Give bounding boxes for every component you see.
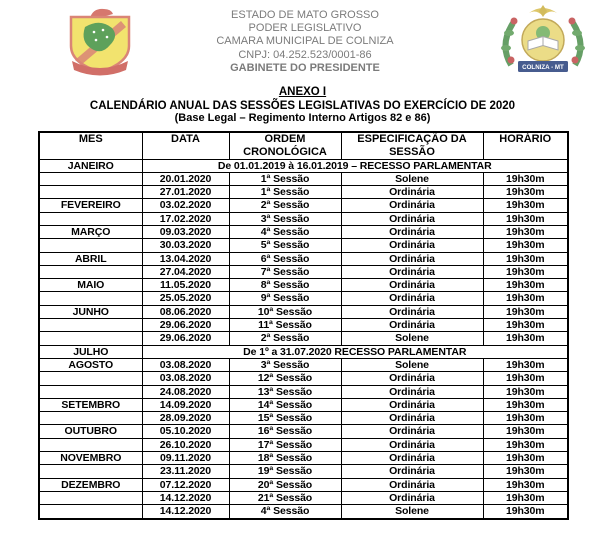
time-cell: 19h30m bbox=[483, 172, 568, 185]
time-cell: 19h30m bbox=[483, 199, 568, 212]
time-cell: 19h30m bbox=[483, 279, 568, 292]
table-row bbox=[39, 372, 568, 385]
date-cell: 03.08.2020 bbox=[142, 372, 229, 385]
month-cell: MARÇO bbox=[39, 225, 142, 238]
order-cell: 20ª Sessão bbox=[229, 478, 341, 491]
org-line-state: ESTADO DE MATO GROSSO bbox=[231, 9, 379, 21]
month-cell bbox=[39, 412, 142, 425]
time-cell: 19h30m bbox=[483, 478, 568, 491]
col-header-mes: MES bbox=[39, 132, 142, 160]
table-row bbox=[39, 358, 568, 371]
month-cell bbox=[39, 265, 142, 278]
time-cell: 19h30m bbox=[483, 398, 568, 411]
time-cell: 19h30m bbox=[483, 252, 568, 265]
letterhead bbox=[0, 0, 605, 84]
table-row bbox=[39, 491, 568, 504]
order-cell: 15ª Sessão bbox=[229, 412, 341, 425]
org-line-office: GABINETE DO PRESIDENTE bbox=[230, 62, 380, 75]
session-type-cell: Ordinária bbox=[341, 398, 483, 411]
session-type-cell: Ordinária bbox=[341, 385, 483, 398]
time-cell: 19h30m bbox=[483, 319, 568, 332]
time-cell: 19h30m bbox=[483, 239, 568, 252]
month-cell: FEVEREIRO bbox=[39, 199, 142, 212]
time-cell: 19h30m bbox=[483, 186, 568, 199]
month-cell bbox=[39, 438, 142, 451]
time-cell: 19h30m bbox=[483, 305, 568, 318]
date-cell: 27.01.2020 bbox=[142, 186, 229, 199]
page-subtitle: (Base Legal – Regimento Interno Artigos 82 e 86) bbox=[174, 112, 431, 124]
recess-cell: De 01.01.2019 à 16.01.2019 – RECESSO PARLAMENTAR bbox=[142, 159, 568, 172]
month-cell bbox=[39, 186, 142, 199]
session-type-cell: Ordinária bbox=[341, 465, 483, 478]
org-line-branch: PODER LEGISLATIVO bbox=[248, 22, 362, 35]
date-cell: 14.12.2020 bbox=[142, 505, 229, 519]
table-row bbox=[39, 199, 568, 212]
table-row bbox=[39, 225, 568, 238]
time-cell: 19h30m bbox=[483, 225, 568, 238]
table-row-recess bbox=[39, 345, 568, 358]
order-cell: 4ª Sessão bbox=[229, 225, 341, 238]
session-type-cell: Solene bbox=[341, 332, 483, 345]
session-type-cell: Ordinária bbox=[341, 372, 483, 385]
time-cell: 19h30m bbox=[483, 465, 568, 478]
session-type-cell: Ordinária bbox=[341, 478, 483, 491]
table-row bbox=[39, 265, 568, 278]
date-cell: 09.11.2020 bbox=[142, 452, 229, 465]
session-type-cell: Ordinária bbox=[341, 292, 483, 305]
date-cell: 29.06.2020 bbox=[142, 332, 229, 345]
table-row bbox=[39, 412, 568, 425]
table-row bbox=[39, 292, 568, 305]
time-cell: 19h30m bbox=[483, 292, 568, 305]
date-cell: 08.06.2020 bbox=[142, 305, 229, 318]
month-cell: JULHO bbox=[39, 345, 142, 358]
table-row bbox=[39, 465, 568, 478]
table-row bbox=[39, 478, 568, 491]
date-cell: 11.05.2020 bbox=[142, 279, 229, 292]
month-cell bbox=[39, 505, 142, 519]
order-cell: 17ª Sessão bbox=[229, 438, 341, 451]
order-cell: 1ª Sessão bbox=[229, 186, 341, 199]
org-line-chamber: CAMARA MUNICIPAL DE COLNIZA bbox=[216, 35, 394, 48]
month-cell bbox=[39, 212, 142, 225]
order-cell: 2ª Sessão bbox=[229, 199, 341, 212]
time-cell: 19h30m bbox=[483, 491, 568, 504]
date-cell: 17.02.2020 bbox=[142, 212, 229, 225]
calendar-table bbox=[38, 131, 569, 520]
date-cell: 24.08.2020 bbox=[142, 385, 229, 398]
date-cell: 09.03.2020 bbox=[142, 225, 229, 238]
session-type-cell: Ordinária bbox=[341, 438, 483, 451]
mato-grosso-coat-of-arms-icon bbox=[60, 5, 140, 79]
session-type-cell: Ordinária bbox=[341, 279, 483, 292]
session-type-cell: Ordinária bbox=[341, 212, 483, 225]
session-type-cell: Ordinária bbox=[341, 199, 483, 212]
date-cell: 03.08.2020 bbox=[142, 358, 229, 371]
col-header-especificacao: ESPECIFICAÇÃO DA SESSÃO bbox=[341, 132, 483, 160]
month-cell: DEZEMBRO bbox=[39, 478, 142, 491]
month-cell bbox=[39, 332, 142, 345]
month-cell bbox=[39, 319, 142, 332]
table-row-recess bbox=[39, 159, 568, 172]
time-cell: 19h30m bbox=[483, 452, 568, 465]
order-cell: 7ª Sessão bbox=[229, 265, 341, 278]
session-type-cell: Ordinária bbox=[341, 491, 483, 504]
date-cell: 14.12.2020 bbox=[142, 491, 229, 504]
session-type-cell: Solene bbox=[341, 505, 483, 519]
month-cell bbox=[39, 385, 142, 398]
order-cell: 21ª Sessão bbox=[229, 491, 341, 504]
month-cell bbox=[39, 172, 142, 185]
table-row bbox=[39, 398, 568, 411]
table-row bbox=[39, 212, 568, 225]
annex-title: ANEXO I bbox=[278, 86, 327, 98]
table-row bbox=[39, 319, 568, 332]
table-row bbox=[39, 252, 568, 265]
time-cell: 19h30m bbox=[483, 425, 568, 438]
month-cell bbox=[39, 465, 142, 478]
month-cell: JANEIRO bbox=[39, 159, 142, 172]
month-cell: NOVEMBRO bbox=[39, 452, 142, 465]
col-header-data: DATA bbox=[142, 132, 229, 160]
page-title: CALENDÁRIO ANUAL DAS SESSÕES LEGISLATIVAS DO EXERCÍCIO DE 2020 bbox=[89, 99, 516, 112]
table-row bbox=[39, 425, 568, 438]
session-type-cell: Ordinária bbox=[341, 265, 483, 278]
date-cell: 28.09.2020 bbox=[142, 412, 229, 425]
session-type-cell: Ordinária bbox=[341, 412, 483, 425]
order-cell: 10ª Sessão bbox=[229, 305, 341, 318]
order-cell: 6ª Sessão bbox=[229, 252, 341, 265]
order-cell: 12ª Sessão bbox=[229, 372, 341, 385]
org-header-text bbox=[140, 9, 470, 76]
session-type-cell: Ordinária bbox=[341, 305, 483, 318]
month-cell: MAIO bbox=[39, 279, 142, 292]
time-cell: 19h30m bbox=[483, 385, 568, 398]
date-cell: 25.05.2020 bbox=[142, 292, 229, 305]
table-header-row bbox=[39, 132, 568, 160]
order-cell: 1ª Sessão bbox=[229, 172, 341, 185]
time-cell: 19h30m bbox=[483, 358, 568, 371]
month-cell bbox=[39, 372, 142, 385]
month-cell: ABRIL bbox=[39, 252, 142, 265]
order-cell: 11ª Sessão bbox=[229, 319, 341, 332]
order-cell: 8ª Sessão bbox=[229, 279, 341, 292]
time-cell: 19h30m bbox=[483, 505, 568, 519]
order-cell: 19ª Sessão bbox=[229, 465, 341, 478]
time-cell: 19h30m bbox=[483, 372, 568, 385]
date-cell: 30.03.2020 bbox=[142, 239, 229, 252]
date-cell: 07.12.2020 bbox=[142, 478, 229, 491]
time-cell: 19h30m bbox=[483, 438, 568, 451]
table-row bbox=[39, 239, 568, 252]
order-cell: 3ª Sessão bbox=[229, 358, 341, 371]
session-type-cell: Solene bbox=[341, 358, 483, 371]
session-type-cell: Ordinária bbox=[341, 252, 483, 265]
month-cell: AGOSTO bbox=[39, 358, 142, 371]
col-header-horario: HORÁRIO bbox=[483, 132, 568, 160]
date-cell: 27.04.2020 bbox=[142, 265, 229, 278]
document-title-block bbox=[0, 86, 605, 125]
order-cell: 9ª Sessão bbox=[229, 292, 341, 305]
date-cell: 14.09.2020 bbox=[142, 398, 229, 411]
order-cell: 5ª Sessão bbox=[229, 239, 341, 252]
month-cell bbox=[39, 239, 142, 252]
month-cell: SETEMBRO bbox=[39, 398, 142, 411]
time-cell: 19h30m bbox=[483, 412, 568, 425]
table-row bbox=[39, 438, 568, 451]
table-row bbox=[39, 452, 568, 465]
date-cell: 13.04.2020 bbox=[142, 252, 229, 265]
session-type-cell: Ordinária bbox=[341, 452, 483, 465]
session-type-cell: Ordinária bbox=[341, 225, 483, 238]
order-cell: 18ª Sessão bbox=[229, 452, 341, 465]
session-type-cell: Solene bbox=[341, 172, 483, 185]
time-cell: 19h30m bbox=[483, 265, 568, 278]
colniza-coat-of-arms-icon bbox=[491, 3, 595, 80]
month-cell: OUTUBRO bbox=[39, 425, 142, 438]
order-cell: 14ª Sessão bbox=[229, 398, 341, 411]
org-line-cnpj: CNPJ: 04.252.523/0001-86 bbox=[238, 48, 372, 61]
month-cell bbox=[39, 491, 142, 504]
recess-cell: De 1º a 31.07.2020 RECESSO PARLAMENTAR bbox=[142, 345, 568, 358]
date-cell: 20.01.2020 bbox=[142, 172, 229, 185]
session-type-cell: Ordinária bbox=[341, 319, 483, 332]
month-cell: JUNHO bbox=[39, 305, 142, 318]
date-cell: 29.06.2020 bbox=[142, 319, 229, 332]
date-cell: 23.11.2020 bbox=[142, 465, 229, 478]
crest-banner-label: COLNIZA - MT bbox=[522, 64, 564, 71]
session-type-cell: Ordinária bbox=[341, 239, 483, 252]
order-cell: 13ª Sessão bbox=[229, 385, 341, 398]
date-cell: 26.10.2020 bbox=[142, 438, 229, 451]
table-row bbox=[39, 279, 568, 292]
table-row bbox=[39, 505, 568, 519]
order-cell: 2ª Sessão bbox=[229, 332, 341, 345]
order-cell: 3ª Sessão bbox=[229, 212, 341, 225]
session-type-cell: Ordinária bbox=[341, 186, 483, 199]
table-row bbox=[39, 172, 568, 185]
date-cell: 05.10.2020 bbox=[142, 425, 229, 438]
table-row bbox=[39, 332, 568, 345]
time-cell: 19h30m bbox=[483, 332, 568, 345]
order-cell: 4ª Sessão bbox=[229, 505, 341, 519]
date-cell: 03.02.2020 bbox=[142, 199, 229, 212]
order-cell: 16ª Sessão bbox=[229, 425, 341, 438]
session-type-cell: Ordinária bbox=[341, 425, 483, 438]
table-row bbox=[39, 385, 568, 398]
month-cell bbox=[39, 292, 142, 305]
time-cell: 19h30m bbox=[483, 212, 568, 225]
col-header-ordem: ORDEM CRONOLÓGICA bbox=[229, 132, 341, 160]
table-row bbox=[39, 305, 568, 318]
table-row bbox=[39, 186, 568, 199]
